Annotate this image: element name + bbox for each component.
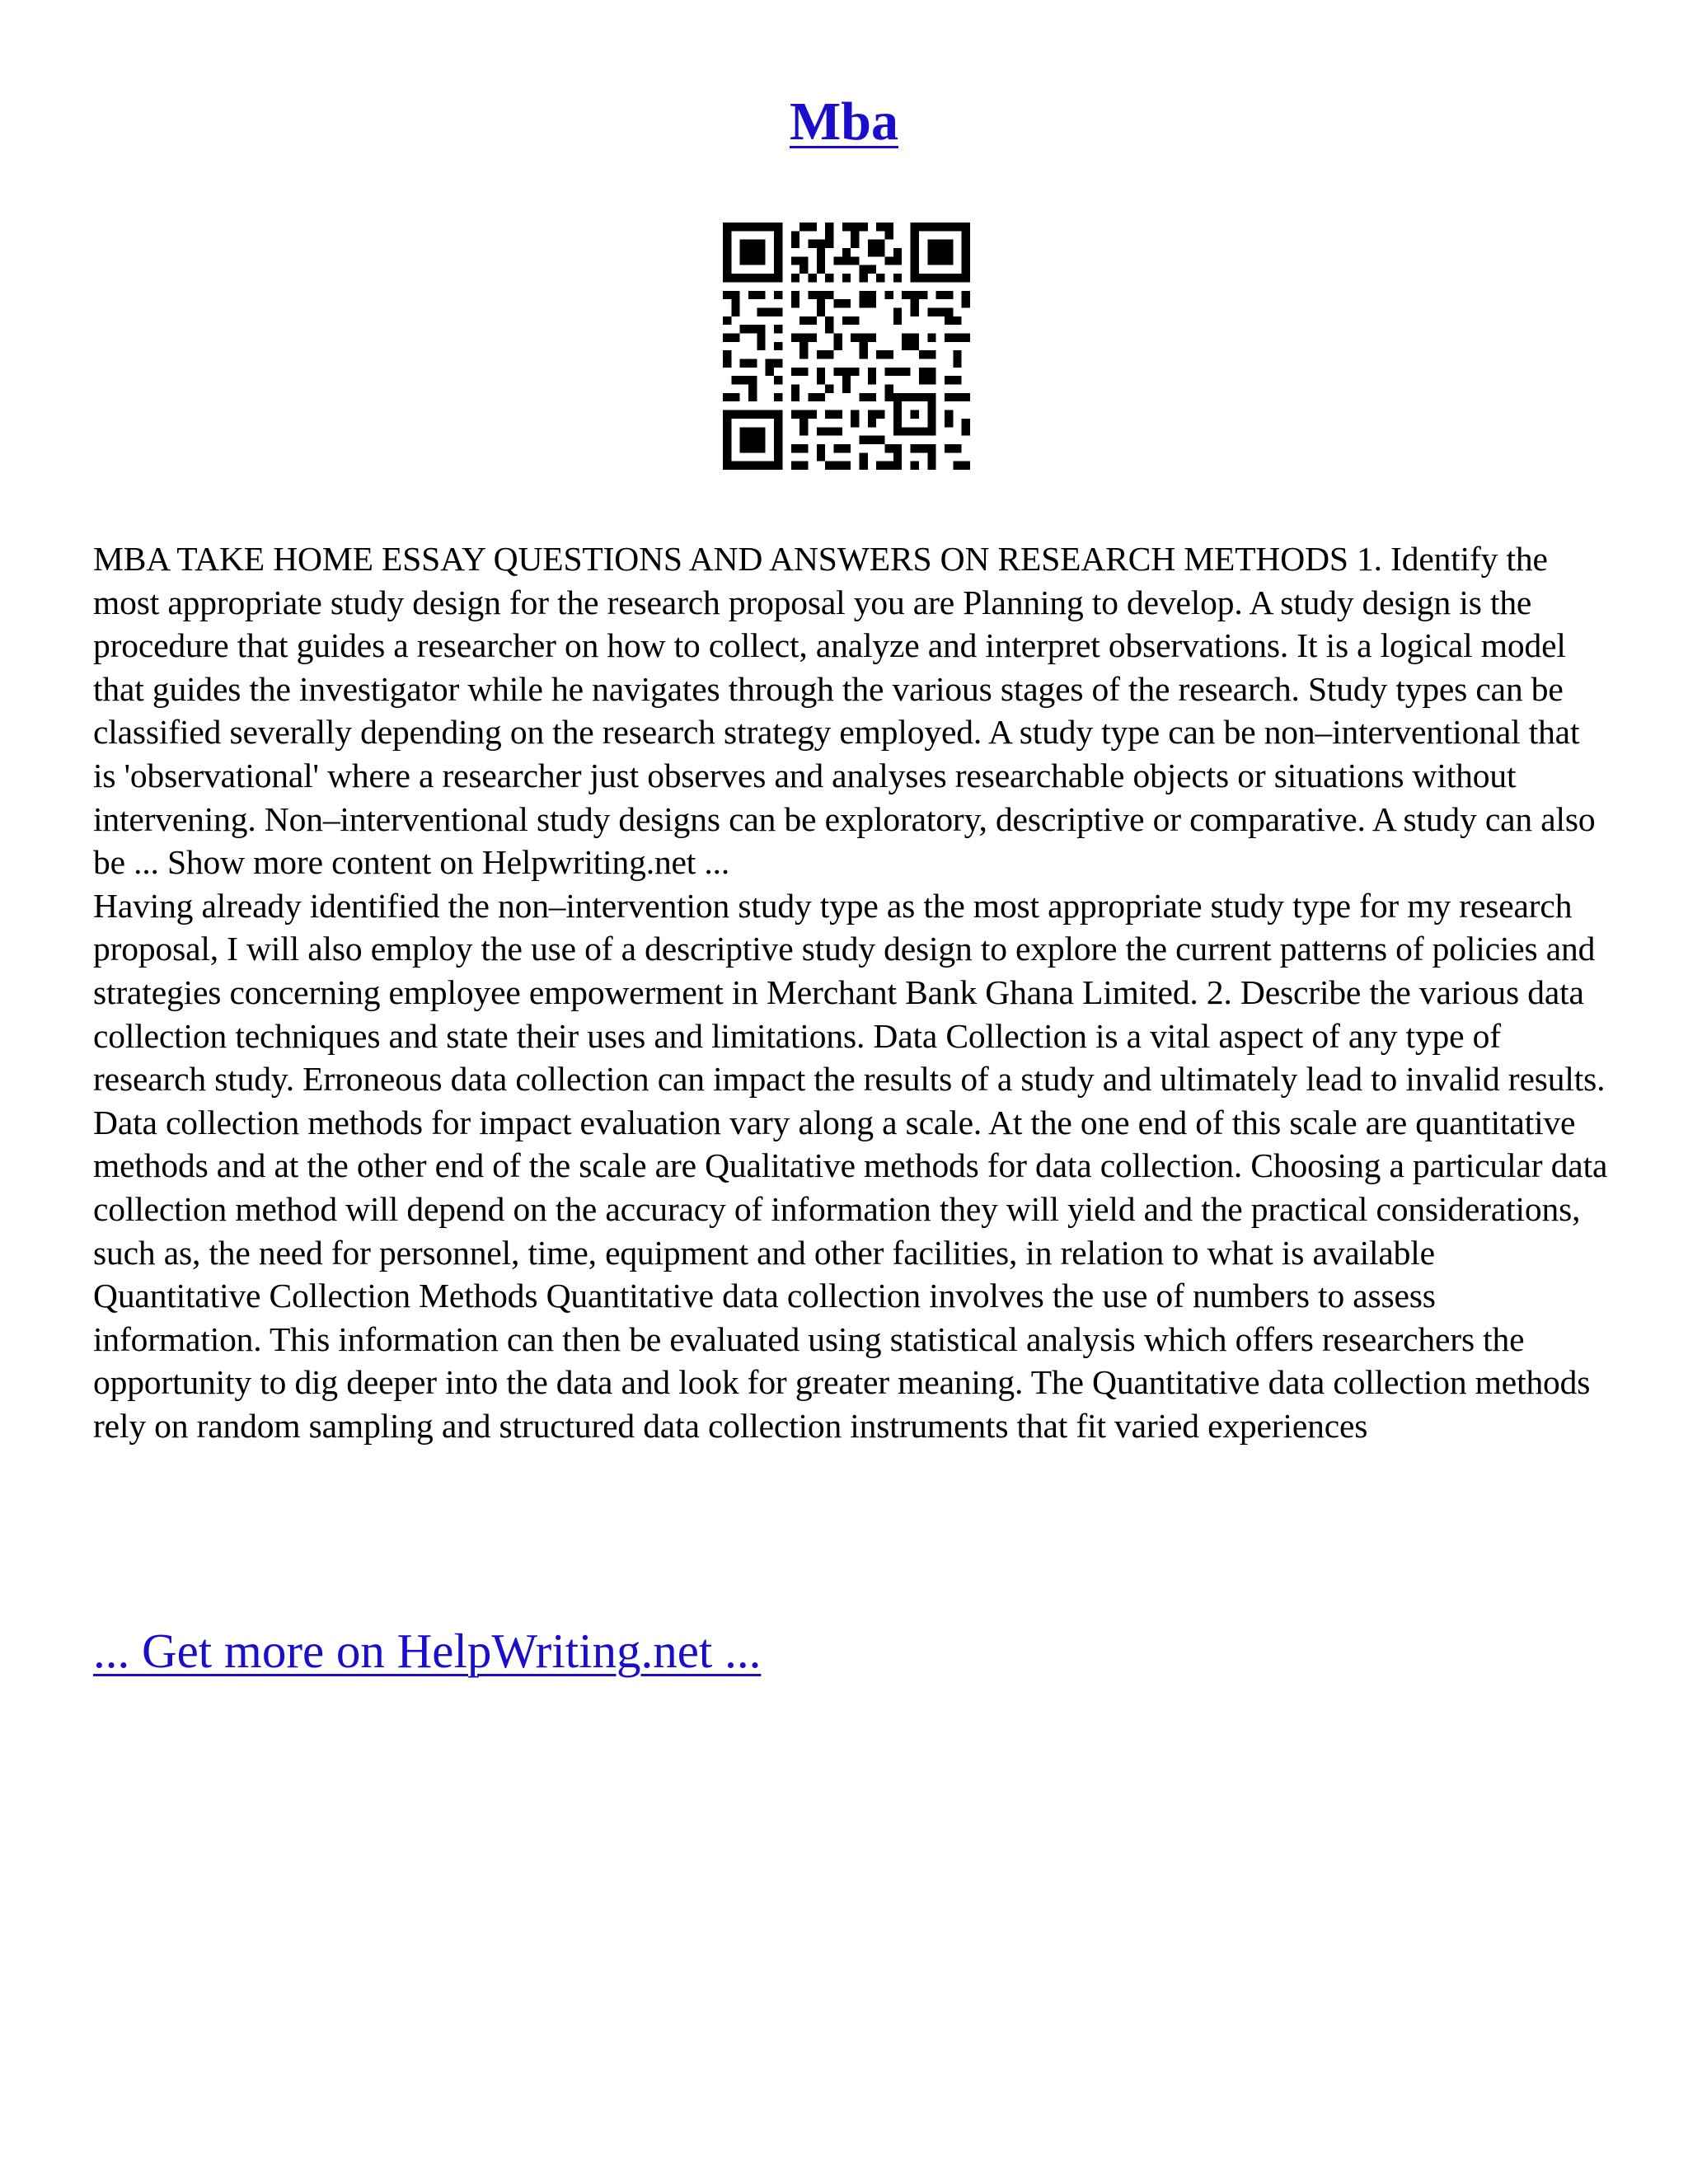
title-link[interactable]: Mba — [790, 91, 898, 152]
article-body — [93, 537, 1610, 1447]
qr-code-icon — [723, 223, 970, 470]
get-more-link-container — [93, 1622, 761, 1680]
page-title — [0, 89, 1688, 155]
get-more-link[interactable]: ... Get more on HelpWriting.net ... — [93, 1624, 762, 1678]
paragraph: Having already identified the non–intervention study type as the most appropriate study type for my research proposal, I will also employ the use of a descriptive study design to explore the current patterns of policies and strategies concerning employee empowerment in Merchant Bank Ghana Limited. 2. Describe the various data collection techniques and state their uses and limitations. Data Collection is a vital aspect of any type of research study. Erroneous data collection can impact the results of a study and ultimately lead to invalid results. Data collection methods for impact evaluation vary along a scale. At the one end of this scale are quantitative methods and at the other end of the scale are Qualitative methods for data collection. Choosing a particular data collection method will depend on the accuracy of information they will yield and the practical considerations, such as, the need for personnel, time, equipment and other facilities, in relation to what is available Quantitative Collection Methods Quantitative data collection involves the use of numbers to assess information. This information can then be evaluated using statistical analysis which offers researchers the opportunity to dig deeper into the data and look for greater meaning. The Quantitative data collection methods rely on random sampling and structured data collection instruments that fit varied experiences — [93, 886, 1608, 1445]
paragraph: MBA TAKE HOME ESSAY QUESTIONS AND ANSWERS ON RESEARCH METHODS 1. Identify the most appropriate study design for the research proposal you are Planning to develop. A study design is the procedure that guides a researcher on how to collect, analyze and interpret observations. It is a logical model that guides the investigator while he navigates through the various stages of the research. Study types can be classified severally depending on the research strategy employed. A study type can be non–interventional that is 'observational' where a researcher just observes and analyses researchable objects or situations without intervening. Non–interventional study designs can be exploratory, descriptive or comparative. A study can also be ... Show more content on Helpwriting.net ... — [93, 540, 1596, 882]
